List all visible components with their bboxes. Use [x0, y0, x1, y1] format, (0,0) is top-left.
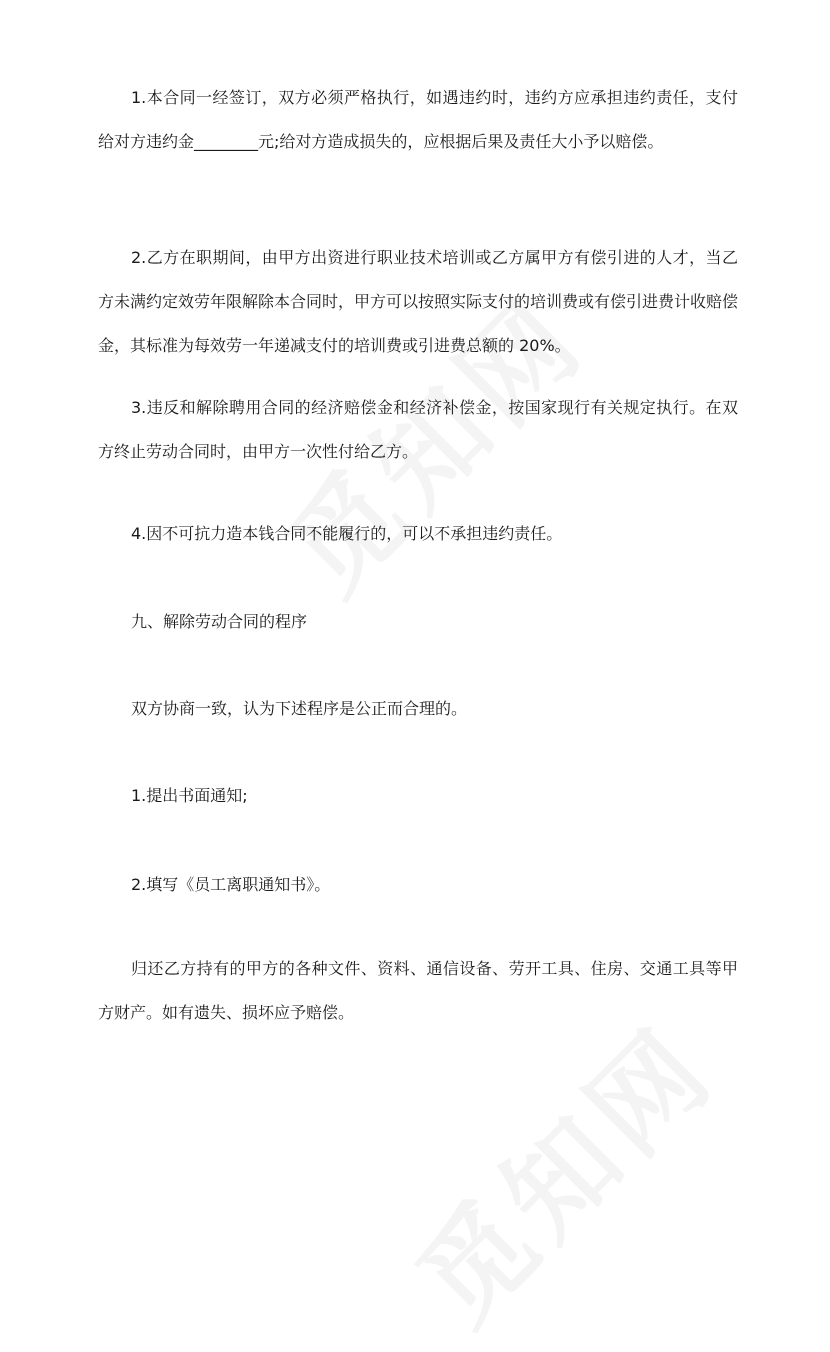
section-heading-termination-procedure: 九、解除劳动合同的程序 [131, 612, 308, 631]
watermark-lower [377, 986, 743, 1352]
clause-4-force-majeure: 4.因不可抗力造本钱合同不能履行的，可以不承担违约责任。 [131, 524, 563, 543]
procedure-return-property: 归还乙方持有的甲方的各种文件、资料、通信设备、劳开工具、住房、交通工具等甲方财产。如有遗失、损坏应予赔偿。 [98, 959, 738, 1022]
clause-2-training-compensation: 2.乙方在职期间，由甲方出资进行职业技术培训或乙方属甲方有偿引进的人才，当乙方未满约定效劳年限解除本合同时，甲方可以按照实际支付的培训费或有偿引进费计收赔偿金，其标准为每效劳一年递减支付的培训费或引进费总额的 20%。 [98, 248, 739, 355]
procedure-step-2: 2.填写《员工离职通知书》。 [131, 875, 331, 894]
procedure-intro: 双方协商一致，认为下述程序是公正而合理的。 [131, 699, 468, 718]
clause-1-breach-liability: 1.本合同一经签订，双方必须严格执行，如遇违约时，违约方应承担违约责任，支付给对方违约金________元;给对方造成损失的，应根据后果及责任大小予以赔偿。 [98, 88, 738, 151]
procedure-step-1: 1.提出书面通知; [131, 786, 248, 805]
clause-3-compensation-rules: 3.违反和解除聘用合同的经济赔偿金和经济补偿金，按国家现行有关规定执行。在双方终止劳动合同时，由甲方一次性付给乙方。 [98, 398, 738, 461]
